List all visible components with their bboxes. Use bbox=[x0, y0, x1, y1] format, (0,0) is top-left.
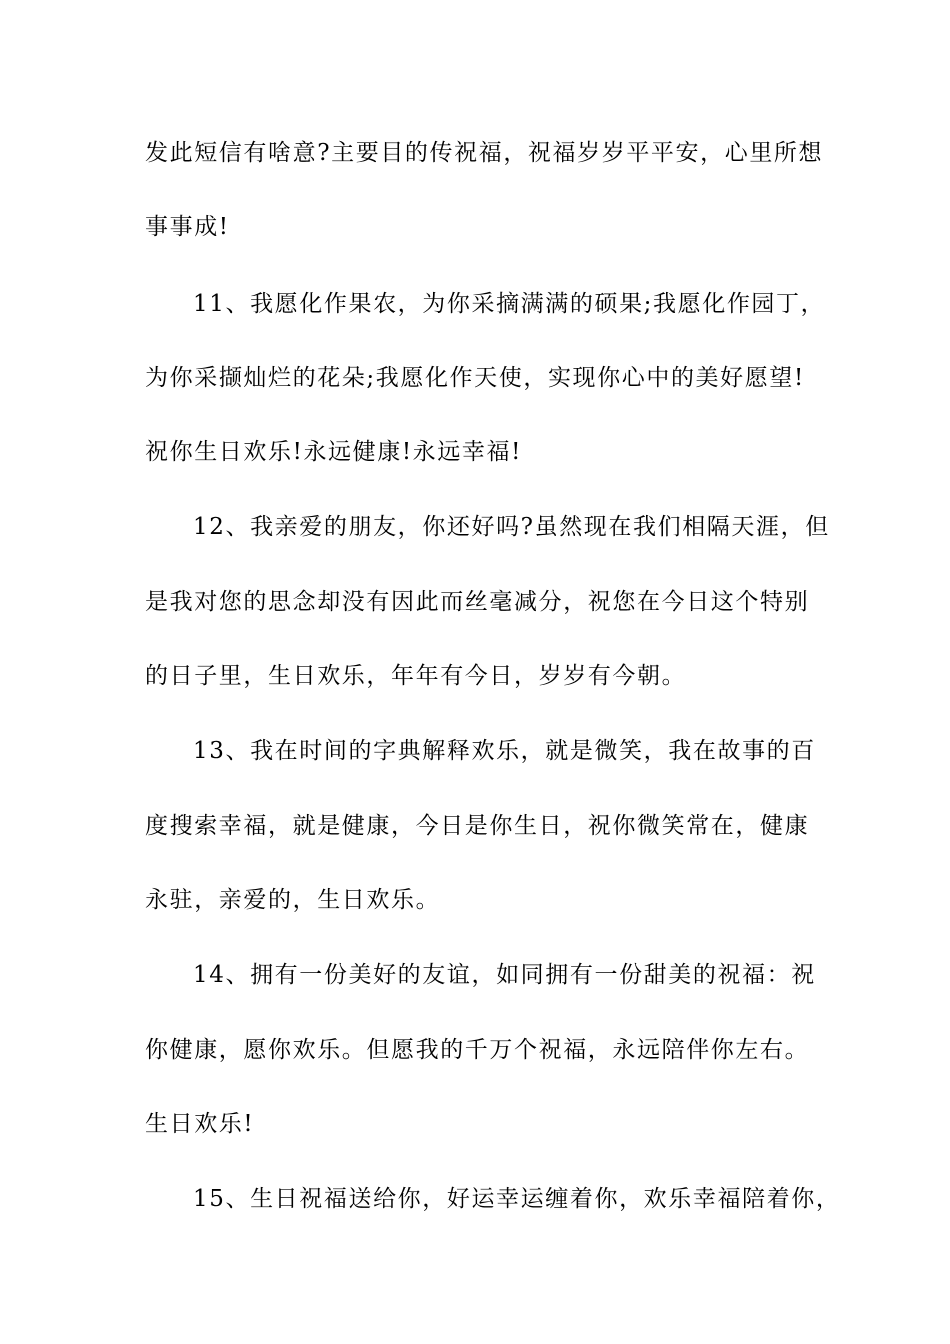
paragraph-start-11: 11、我愿化作果农，为你采摘满满的硕果;我愿化作园丁， bbox=[193, 291, 826, 317]
text-line: 事事成! bbox=[145, 214, 230, 240]
text-line: 的日子里，生日欢乐，年年有今日，岁岁有今朝。 bbox=[145, 663, 687, 689]
text-line: 度搜索幸福，就是健康，今日是你生日，祝你微笑常在，健康 bbox=[145, 813, 810, 839]
paragraph-start-12: 12、我亲爱的朋友，你还好吗?虽然现在我们相隔天涯，但 bbox=[193, 514, 830, 540]
text-line: 是我对您的思念却没有因此而丝毫减分，祝您在今日这个特别 bbox=[145, 589, 810, 615]
text-line: 你健康，愿你欢乐。但愿我的千万个祝福，永远陪伴你左右。 bbox=[145, 1037, 810, 1063]
paragraph-start-15: 15、生日祝福送给你，好运幸运缠着你，欢乐幸福陪着你， bbox=[193, 1186, 841, 1212]
paragraph-start-14: 14、拥有一份美好的友谊，如同拥有一份甜美的祝福：祝 bbox=[193, 962, 816, 988]
text-line: 永驻，亲爱的，生日欢乐。 bbox=[145, 887, 441, 913]
text-line: 生日欢乐! bbox=[145, 1111, 255, 1137]
text-line: 发此短信有啥意?主要目的传祝福，祝福岁岁平平安，心里所想 bbox=[145, 140, 824, 166]
text-line: 为你采撷灿烂的花朵;我愿化作天使，实现你心中的美好愿望! bbox=[145, 365, 805, 391]
paragraph-start-13: 13、我在时间的字典解释欢乐，就是微笑，我在故事的百 bbox=[193, 738, 816, 764]
text-line: 祝你生日欢乐!永远健康!永远幸福! bbox=[145, 439, 522, 465]
